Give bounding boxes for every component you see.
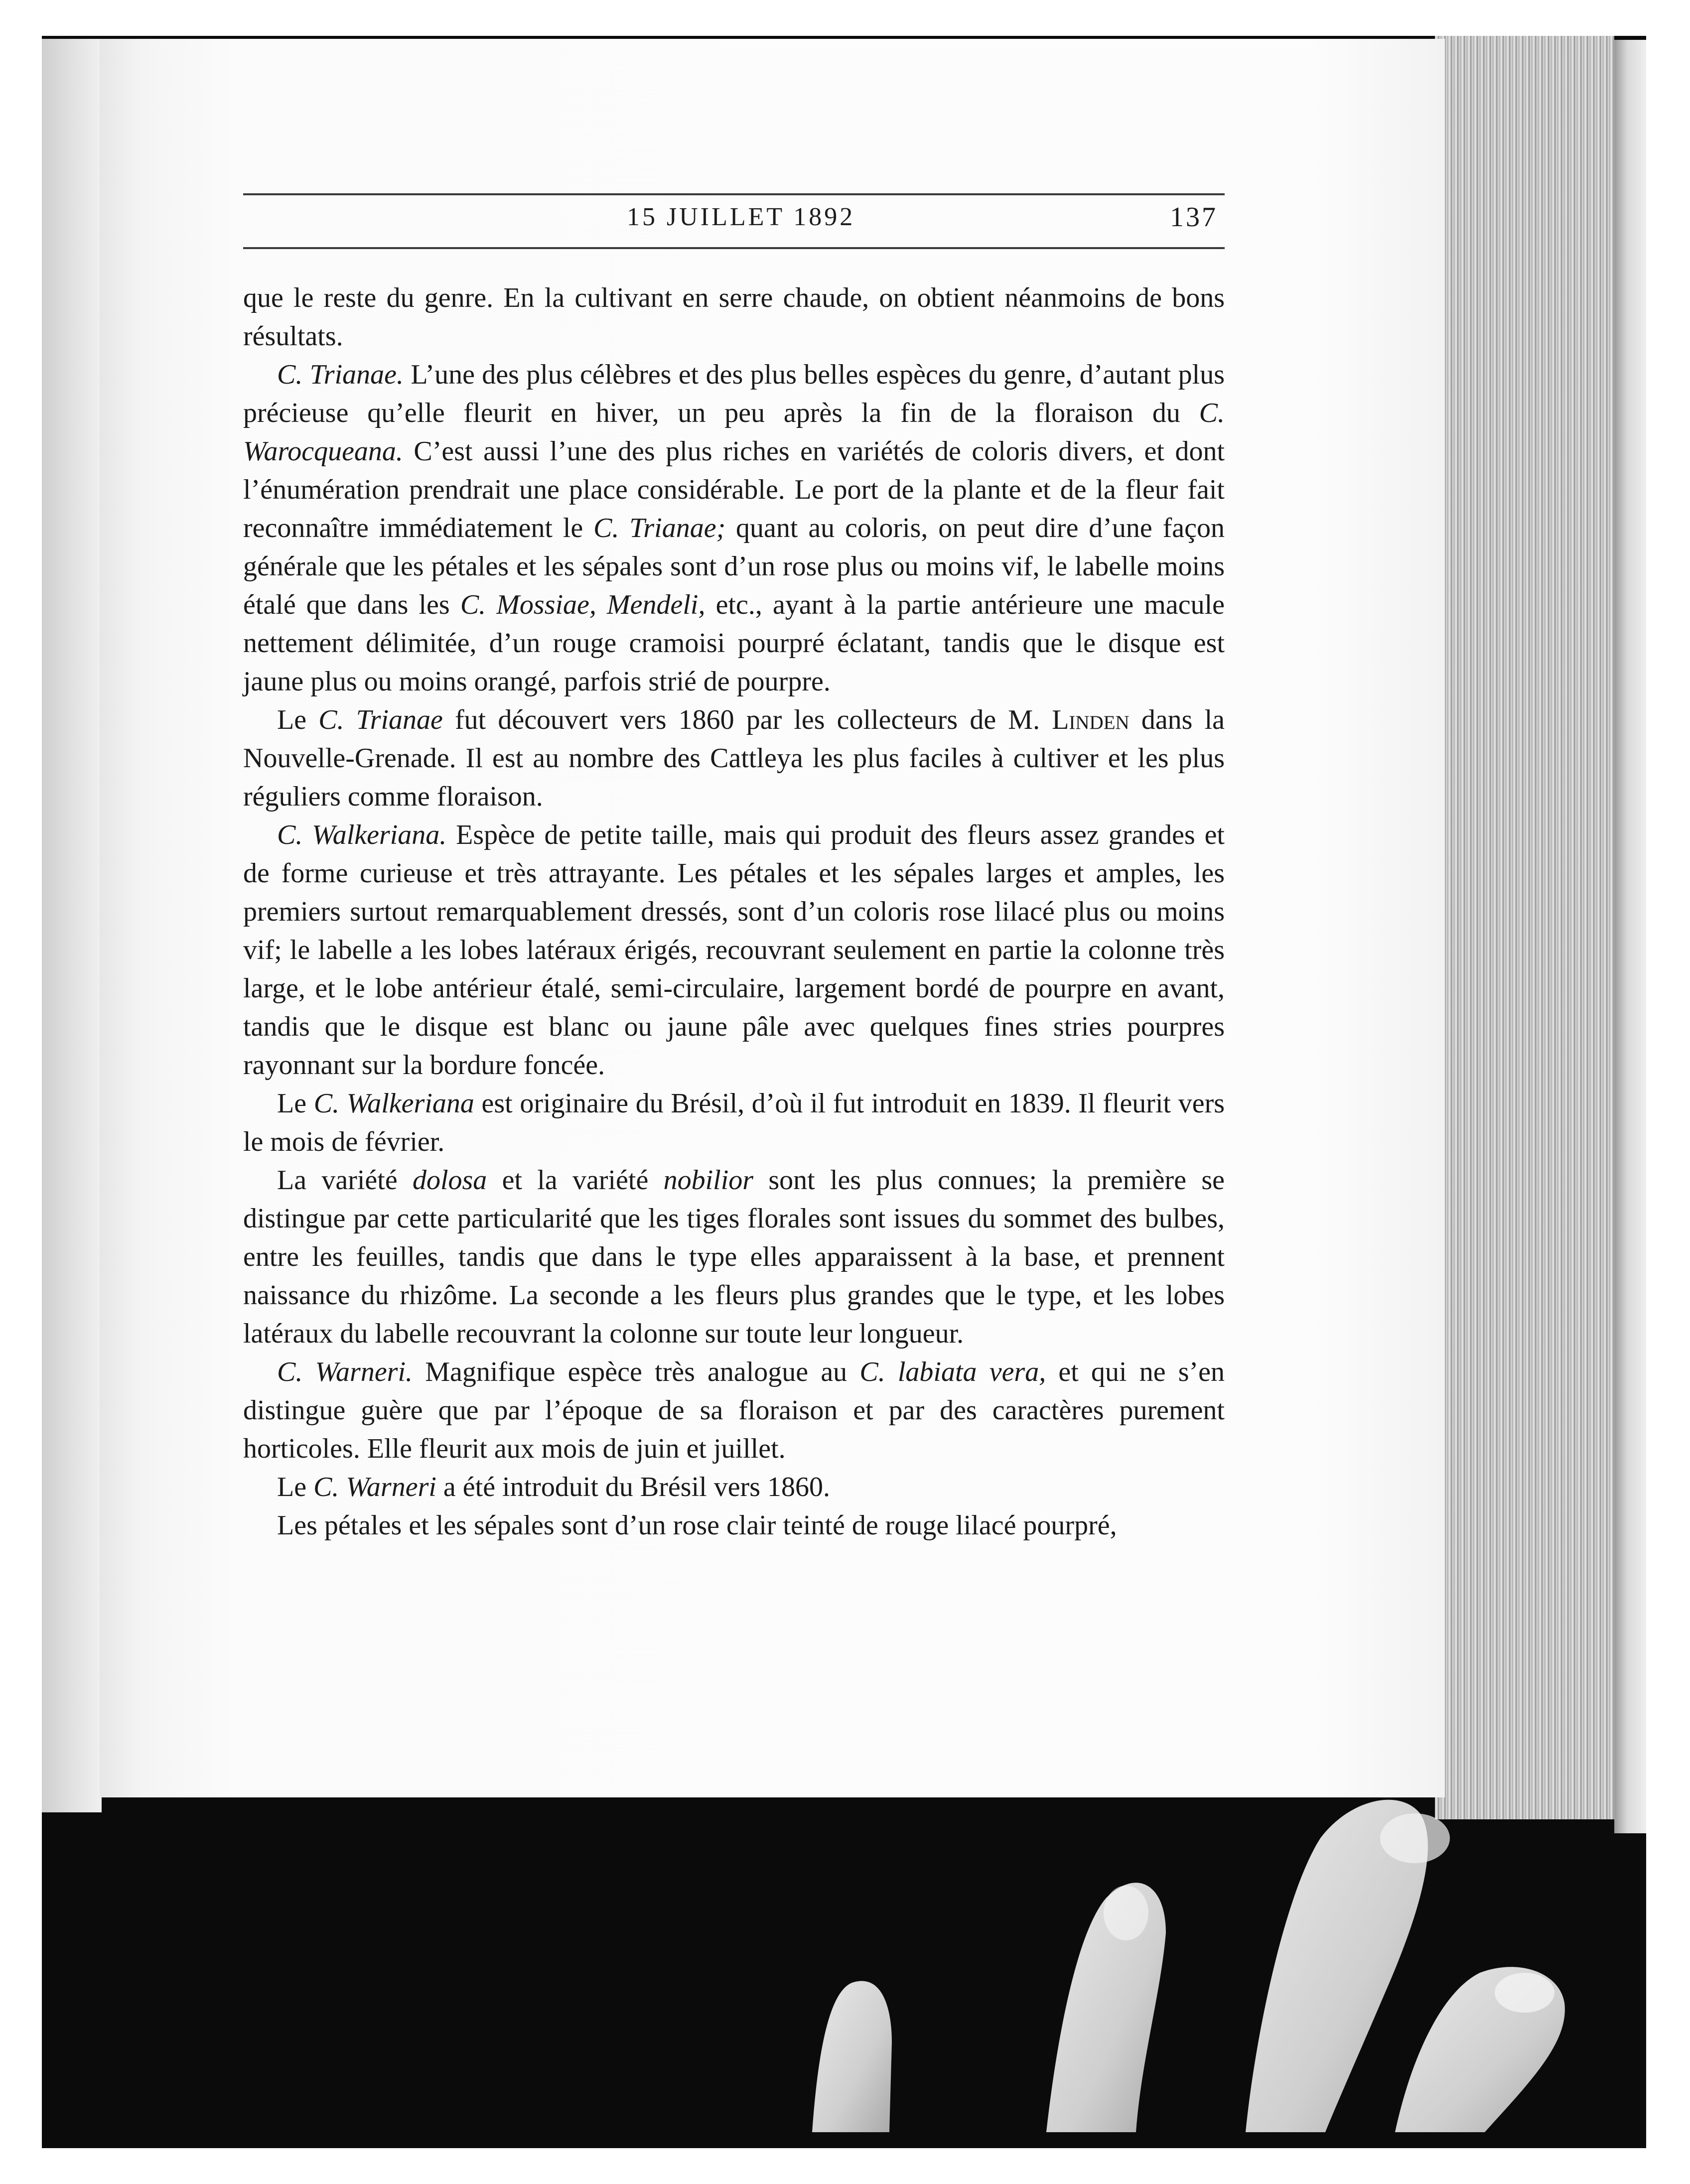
paragraph-varieties: La variété dolosa et la variété nobilior sont les plus connues; la première se distingue par cette particularité que les tiges florales sont issues du sommet des bulbes, entre les feuilles, tandis que dans le type elles apparaissent à la base, et prennent naissance du rhizôme. La seconde a les fleurs plus grandes que le type, et les lobes latéraux du labelle recouvrant la colonne sur toute leur longueur. [243,1165,1225,1349]
paragraph-c-walkeriana: C. Walkeriana. Espèce de petite taille, mais qui produit des fleurs assez grandes et de forme curieuse et très attrayante. Les pétales et les sépales larges et amples, les premiers surtout remarquablement dressés, sont d’un coloris rose lilacé plus ou moins vif; le labelle a les lobes latéraux érigés, recouvrant seulement en partie la colonne très large, et le lobe antérieur étalé, semi-circulaire, largement bordé de pourpre en avant, tandis que le disque est blanc ou jaune pâle avec quelques fines stries pourpres rayonnant sur la bordure foncée. [243,819,1225,1081]
paragraph-trianae-discovery: Le C. Trianae fut découvert vers 1860 par les collecteurs de M. Linden dans la Nouvelle-Grenade. Il est au nombre des Cattleya les plus faciles à cultiver et les plus réguliers comme floraison. [243,704,1225,812]
paragraph-warneri-origin: Le C. Warneri a été introduit du Brésil vers 1860. [277,1472,830,1502]
page-number: 137 [1170,202,1218,233]
paragraph-continuation: que le reste du genre. En la cultivant en serre chaude, on obtient néanmoins de bons résultats. [243,282,1225,352]
paragraph-c-trianae: C. Trianae. L’une des plus célèbres et des plus belles espèces du genre, d’autant plus précieuse qu’elle fleurit en hiver, un peu après la fin de la floraison du C. Warocqueana. C’est aussi l’une des plus riches en variétés de coloris divers, et dont l’énumération prendrait une place considérable. Le port de la plante et de la fleur fait reconnaître immédiatement le C. Trianae; quant au coloris, on peut dire d’une façon générale que les pétales et les sépales sont d’un rose plus ou moins vif, le labelle moins étalé que dans les C. Mossiae, Mendeli, etc., ayant à la partie antérieure une macule nettement délimitée, d’un rouge cramoisi pourpré éclatant, tandis que le disque est jaune plus ou moins orangé, parfois strié de pourpre. [243,359,1225,697]
paragraph-petals: Les pétales et les sépales sont d’un rose clair teinté de rouge lilacé pourpré, [277,1510,1117,1541]
book-cover-edge [1614,40,1646,1833]
header-date: 15 JUILLET 1892 [627,203,855,231]
holding-fingers-image [797,1783,1604,2132]
paragraph-c-warneri: C. Warneri. Magnifique espèce très analogue au C. labiata vera, et qui ne s’en distingue guère que par l’époque de sa floraison et par des caractères purement horticoles. Elle fleurit aux mois de juin et juillet. [243,1357,1225,1464]
page-body [243,279,1225,1545]
book-page-edges [1435,36,1614,1819]
running-header [243,193,1225,249]
paragraph-walkeriana-origin: Le C. Walkeriana est originaire du Brésil, d’où il fut introduit en 1839. Il fleurit vers le mois de février. [243,1088,1225,1157]
facing-page-edge [42,39,102,1812]
